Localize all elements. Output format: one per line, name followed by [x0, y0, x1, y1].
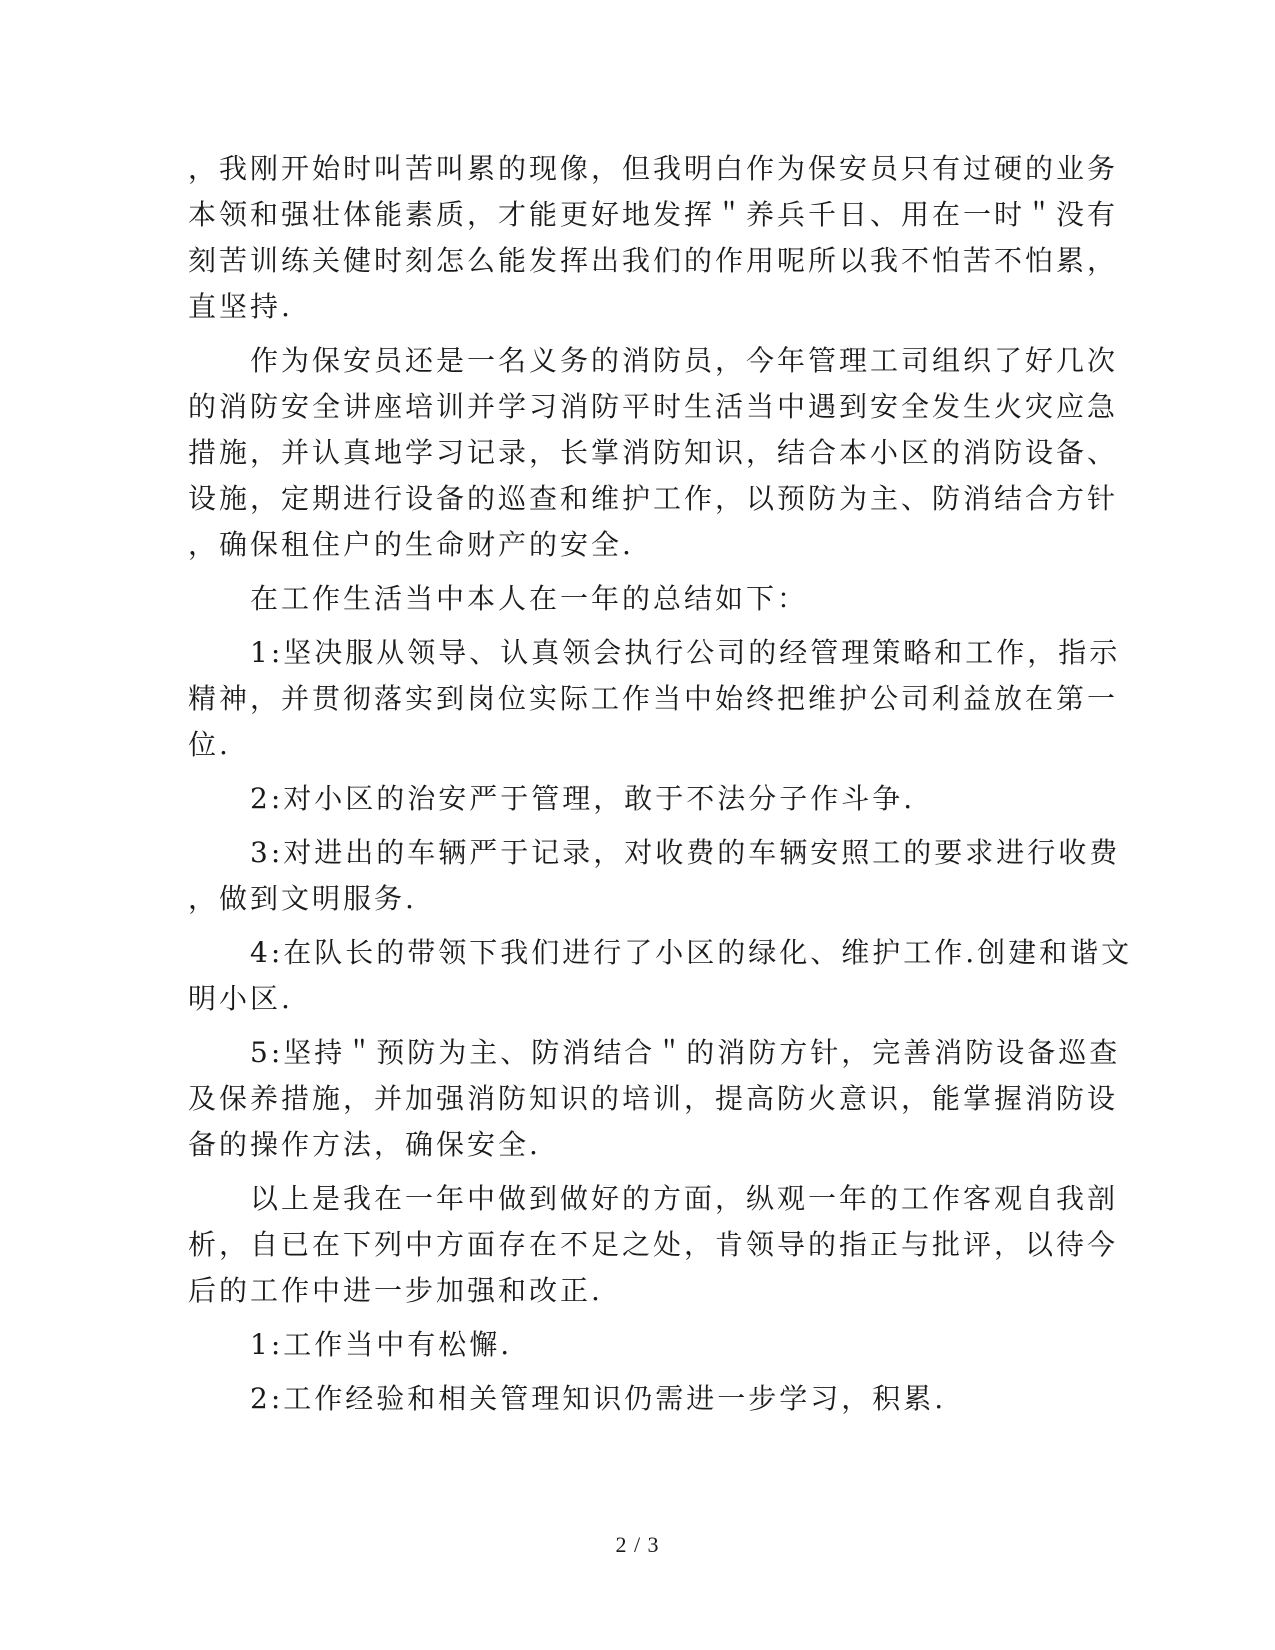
text-line: 措施，并认真地学习记录，长掌消防知识，结合本小区的消防设备、	[188, 436, 1119, 469]
text-line: 本领和强壮体能素质，才能更好地发挥＂养兵千日、用在一时＂没有	[188, 198, 1119, 231]
paragraph	[188, 146, 1119, 330]
text-line: 后的工作中进一步加强和改正.	[188, 1274, 603, 1307]
paragraph	[188, 1322, 1068, 1368]
paragraph	[188, 576, 1068, 622]
text-line: 及保养措施，并加强消防知识的培训，提高防火意识，能掌握消防设	[188, 1082, 1119, 1115]
text-line: 刻苦训练关健时刻怎么能发挥出我们的作用呢所以我不怕苦不怕累，	[188, 244, 1119, 277]
text-line: 3:对进出的车辆严于记录，对收费的车辆安照工的要求进行收费	[250, 836, 1121, 869]
text-line: 位.	[188, 728, 231, 761]
paragraph	[188, 830, 1121, 922]
text-line: 2:工作经验和相关管理知识仍需进一步学习，积累.	[250, 1382, 947, 1415]
text-line: 设施，定期进行设备的巡查和维护工作，以预防为主、防消结合方针	[188, 482, 1119, 515]
text-line: 备的操作方法，确保安全.	[188, 1128, 541, 1161]
paragraph	[188, 338, 1119, 568]
text-line: 析，自已在下列中方面存在不足之处，肯领导的指正与批评，以待今	[188, 1228, 1119, 1261]
document-body	[188, 146, 1133, 1430]
text-line: 1:工作当中有松懈.	[250, 1328, 513, 1361]
paragraph	[188, 776, 1068, 822]
text-line: ，我刚开始时叫苦叫累的现像，但我明白作为保安员只有过硬的业务	[188, 152, 1119, 185]
text-line: 1:坚决服从领导、认真领会执行公司的经管理策略和工作，指示	[250, 636, 1121, 669]
text-line: 在工作生活当中本人在一年的总结如下：	[250, 582, 809, 615]
page-number: 2 / 3	[615, 1532, 660, 1557]
paragraph	[188, 1030, 1121, 1168]
text-line: 的消防安全讲座培训并学习消防平时生活当中遇到安全发生火灾应急	[188, 390, 1119, 423]
paragraph	[188, 630, 1121, 768]
text-line: 5:坚持＂预防为主、防消结合＂的消防方针，完善消防设备巡查	[250, 1036, 1121, 1069]
text-line: 作为保安员还是一名义务的消防员，今年管理工司组织了好几次	[250, 344, 1119, 377]
text-line: 以上是我在一年中做到做好的方面，纵观一年的工作客观自我剖	[250, 1182, 1119, 1215]
text-line: 4:在队长的带领下我们进行了小区的绿化、维护工作.创建和谐文	[250, 936, 1133, 969]
text-line: 直坚持.	[188, 290, 293, 323]
paragraph	[188, 930, 1133, 1022]
text-line: 明小区.	[188, 982, 293, 1015]
text-line: 2:对小区的治安严于管理，敢于不法分子作斗争.	[250, 782, 916, 815]
text-line: ，做到文明服务.	[188, 882, 417, 915]
paragraph	[188, 1176, 1119, 1314]
paragraph	[188, 1376, 1068, 1422]
text-line: 精神，并贯彻落实到岗位实际工作当中始终把维护公司利益放在第一	[188, 682, 1119, 715]
text-line: ，确保租住户的生命财产的安全.	[188, 528, 634, 561]
